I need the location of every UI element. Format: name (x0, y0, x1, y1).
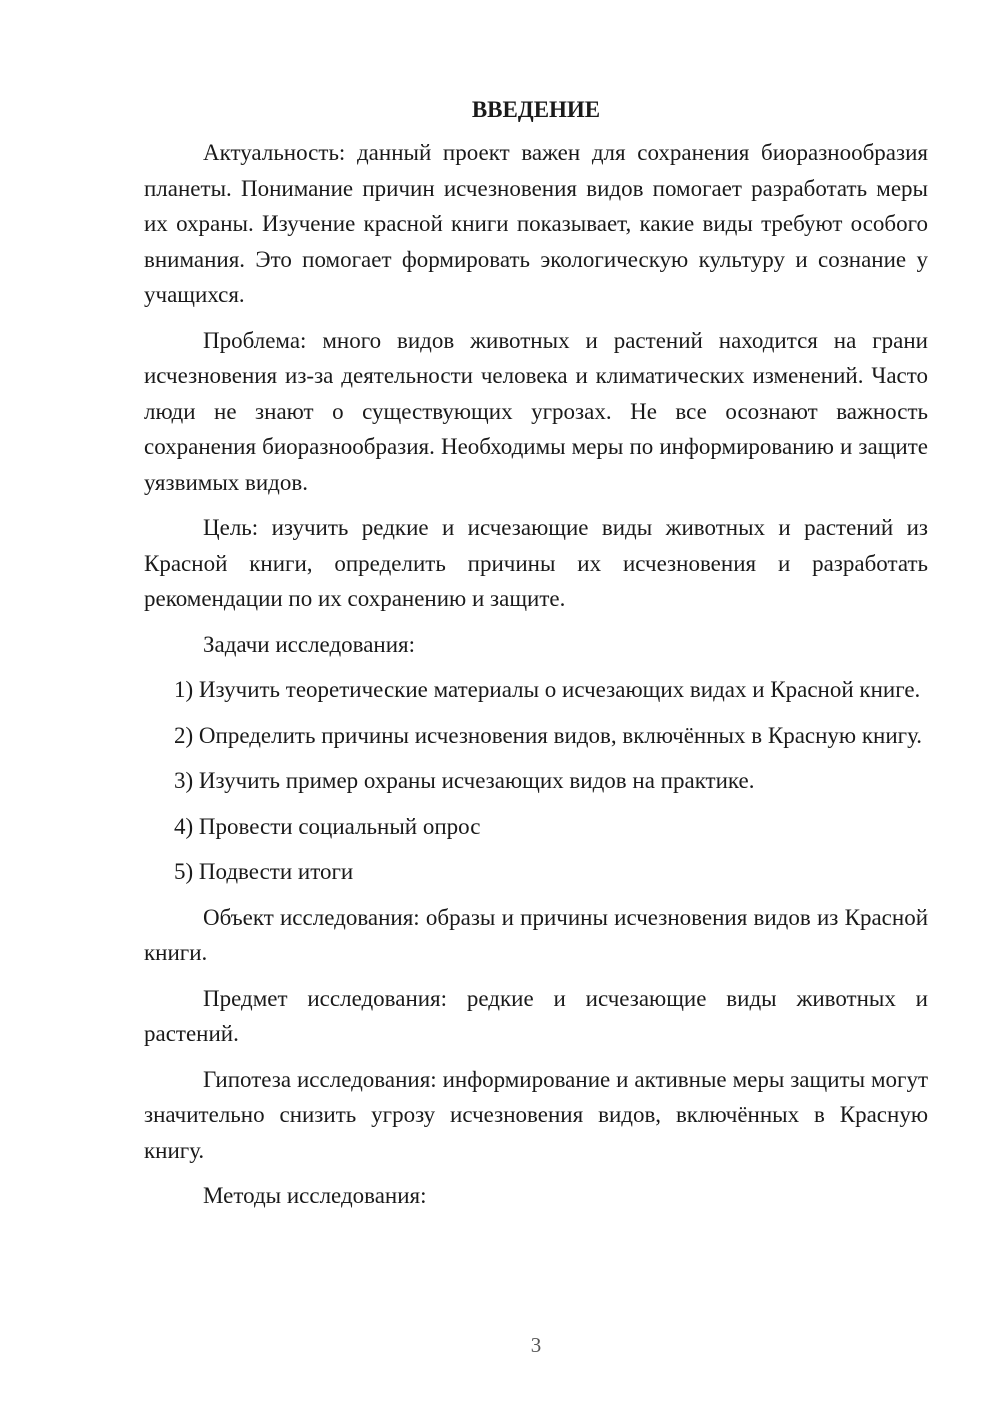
paragraph-relevance: Актуальность: данный проект важен для сохранения биоразнообразия планеты. Понимание причин исчезновения видов помогает разработать меры их охраны. Изучение красной книги показывает, какие виды требуют особого внимания. Это помогает формировать экологическую культуру и сознание у учащихся. (144, 140, 928, 307)
paragraph-problem: Проблема: много видов животных и растений находится на грани исчезновения из-за деятельности человека и климатических изменений. Часто люди не знают о существующих угрозах. Не все осознают важность сохранения биоразнообразия. Необходимы меры по информированию и защите уязвимых видов. (144, 327, 928, 495)
paragraph-goal: Цель: изучить редкие и исчезающие виды животных и растений из Красной книги, определить причины их исчезновения и разработать рекомендации по их сохранению и защите. (144, 515, 928, 611)
task-item-4: 4) Провести социальный опрос (174, 813, 481, 839)
paragraph-subject: Предмет исследования: редкие и исчезающие виды животных и растений. (144, 985, 928, 1046)
paragraph-hypothesis: Гипотеза исследования: информирование и активные меры защиты могут значительно снизить угрозу исчезновения видов, включённых в Красную книгу. (144, 1066, 928, 1163)
paragraph-object: Объект исследования: образы и причины исчезновения видов из Красной книги. (144, 904, 928, 965)
page-title: ВВЕДЕНИЕ (471, 97, 601, 122)
task-item-2: 2) Определить причины исчезновения видов, включённых в Красную книгу. (174, 722, 923, 748)
document-page (144, 92, 928, 1224)
paragraph-tasks-title: Задачи исследования: (203, 631, 416, 657)
paragraph-methods-title: Методы исследования: (203, 1183, 427, 1208)
page-number: 3 (530, 1333, 542, 1357)
task-item-3: 3) Изучить пример охраны исчезающих видов на практике. (174, 768, 755, 793)
task-item-5: 5) Подвести итоги (174, 859, 354, 884)
task-item-1: 1) Изучить теоретические материалы о исчезающих видах и Красной книге. (174, 677, 921, 702)
